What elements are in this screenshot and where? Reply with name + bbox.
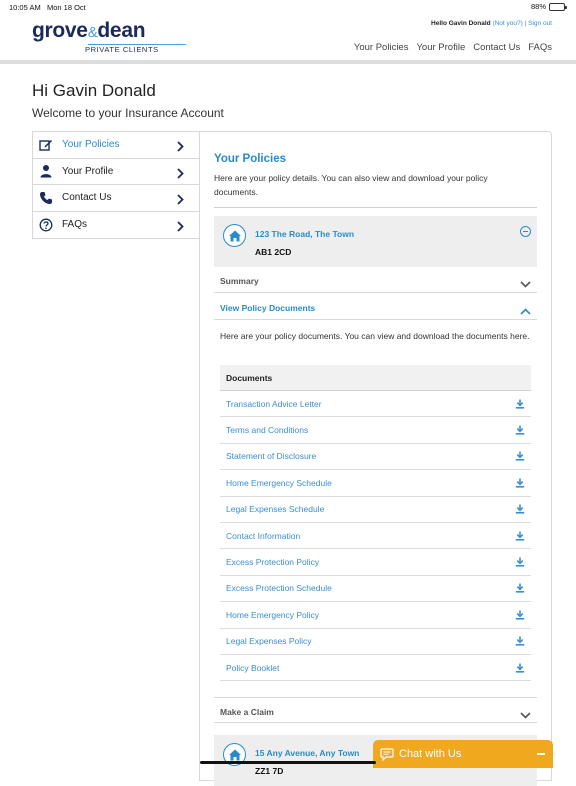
sidebar-item-faqs[interactable] xyxy=(33,212,200,239)
status-time: 10:05 AM xyxy=(9,3,41,12)
section-title: Your Policies xyxy=(214,153,287,165)
sidebar-item-label: FAQs xyxy=(62,219,88,231)
accordion-title: Summary xyxy=(220,276,259,286)
side-menu xyxy=(32,131,200,239)
download-icon[interactable] xyxy=(515,478,525,488)
document-link[interactable]: Home Emergency Schedule xyxy=(226,477,332,488)
top-navigation xyxy=(354,42,552,53)
nav-your-policies[interactable]: Your Policies xyxy=(353,42,409,53)
sidebar-item-label: Your Policies xyxy=(62,139,120,151)
minimize-icon[interactable] xyxy=(537,753,545,755)
table-row[interactable] xyxy=(220,655,531,681)
table-row[interactable] xyxy=(220,497,531,523)
download-icon[interactable] xyxy=(515,557,525,567)
edit-icon xyxy=(39,138,53,152)
table-row[interactable] xyxy=(220,444,531,470)
sidebar-item-contact-us[interactable] xyxy=(33,185,200,212)
sidebar-item-your-profile[interactable] xyxy=(33,159,200,186)
download-icon[interactable] xyxy=(515,451,525,461)
header-divider xyxy=(0,60,576,64)
document-link[interactable]: Policy Booklet xyxy=(226,662,280,673)
document-link[interactable]: Excess Protection Policy xyxy=(226,557,320,568)
download-icon[interactable] xyxy=(515,399,525,409)
home-icon xyxy=(223,224,246,247)
logo-subtitle: PRIVATE CLIENTS xyxy=(85,45,159,54)
accordion-title: Make a Claim xyxy=(220,707,274,717)
table-row[interactable] xyxy=(220,602,531,628)
sidebar-item-label: Your Profile xyxy=(62,165,114,177)
nav-your-profile[interactable]: Your Profile xyxy=(416,42,466,53)
chevron-right-icon xyxy=(177,139,184,157)
sidebar-item-your-policies[interactable] xyxy=(33,132,200,159)
download-icon[interactable] xyxy=(515,504,525,514)
policy-postcode: AB1 2CD xyxy=(255,247,292,257)
home-indicator[interactable] xyxy=(200,761,376,764)
policies-panel xyxy=(199,131,552,781)
view-documents-accordion[interactable] xyxy=(214,294,537,320)
collapse-icon[interactable] xyxy=(520,226,531,237)
sidebar-item-label: Contact Us xyxy=(62,192,112,204)
battery-indicator xyxy=(531,2,565,11)
phone-icon xyxy=(39,191,53,205)
policy-postcode: ZZ1 7D xyxy=(255,766,284,776)
section-description: Here are your policy details. You can also view and download your policy documents. xyxy=(214,173,488,197)
document-link[interactable]: Legal Expenses Policy xyxy=(226,636,312,647)
policy-address: 15 Any Avenue, Any Town xyxy=(255,748,360,758)
policy-address: 123 The Road, The Town xyxy=(255,229,355,239)
separator: | xyxy=(524,20,527,27)
document-link[interactable]: Home Emergency Policy xyxy=(226,609,320,620)
chevron-right-icon xyxy=(177,219,184,237)
logo-wordmark xyxy=(32,20,159,44)
nav-faqs[interactable]: FAQs xyxy=(528,42,552,53)
table-row[interactable] xyxy=(220,470,531,496)
table-row[interactable] xyxy=(220,576,531,602)
sign-out-link[interactable]: Sign out xyxy=(528,20,552,27)
table-row[interactable] xyxy=(220,523,531,549)
chevron-right-icon xyxy=(177,166,184,184)
download-icon[interactable] xyxy=(515,610,525,620)
documents-table xyxy=(220,365,531,681)
user-icon xyxy=(39,164,53,178)
make-claim-accordion[interactable] xyxy=(214,697,537,723)
document-link[interactable]: Legal Expenses Schedule xyxy=(226,504,325,515)
documents-intro: Here are your policy documents. You can view and download the documents here. xyxy=(220,331,530,341)
document-link[interactable]: Transaction Advice Letter xyxy=(226,398,322,409)
chat-widget[interactable] xyxy=(373,740,553,768)
download-icon[interactable] xyxy=(515,531,525,541)
accordion-title: View Policy Documents xyxy=(220,303,316,313)
table-row[interactable] xyxy=(220,417,531,443)
documents-header: Documents xyxy=(220,365,531,391)
logo-dean: dean xyxy=(97,19,146,42)
status-date: Mon 18 Oct xyxy=(47,3,86,12)
logo-rule xyxy=(88,44,186,45)
chevron-up-icon xyxy=(520,302,531,320)
hello-text: Hello Gavin Donald xyxy=(431,20,491,27)
user-greeting xyxy=(431,20,552,27)
not-you-link[interactable]: (Not you?) xyxy=(492,20,523,27)
chat-icon xyxy=(380,747,394,761)
document-link[interactable]: Excess Protection Schedule xyxy=(226,583,332,594)
battery-percent: 88% xyxy=(530,2,546,11)
logo-ampersand: & xyxy=(87,24,98,41)
table-row[interactable] xyxy=(220,629,531,655)
page-title: Hi Gavin Donald xyxy=(32,81,156,100)
logo-grove: grove xyxy=(32,19,88,42)
policy-card[interactable] xyxy=(214,216,537,267)
question-icon xyxy=(39,218,53,232)
chat-label: Chat with Us xyxy=(399,748,462,760)
download-icon[interactable] xyxy=(515,663,525,673)
chevron-right-icon xyxy=(177,192,184,210)
download-icon[interactable] xyxy=(515,583,525,593)
document-link[interactable]: Statement of Disclosure xyxy=(226,451,317,462)
chevron-down-icon xyxy=(520,275,531,293)
site-header xyxy=(0,14,576,60)
table-row[interactable] xyxy=(220,549,531,575)
battery-icon xyxy=(549,3,565,11)
chevron-down-icon xyxy=(520,706,531,724)
table-row[interactable] xyxy=(220,391,531,417)
document-link[interactable]: Terms and Conditions xyxy=(226,425,309,436)
document-link[interactable]: Contact Information xyxy=(226,530,301,541)
section-divider xyxy=(214,207,537,208)
status-bar xyxy=(0,0,576,14)
page-subtitle: Welcome to your Insurance Account xyxy=(32,106,224,120)
nav-contact-us[interactable]: Contact Us xyxy=(473,42,521,53)
summary-accordion[interactable] xyxy=(214,267,537,293)
download-icon[interactable] xyxy=(515,425,525,435)
grove-dean-logo[interactable] xyxy=(32,20,159,54)
download-icon[interactable] xyxy=(515,636,525,646)
